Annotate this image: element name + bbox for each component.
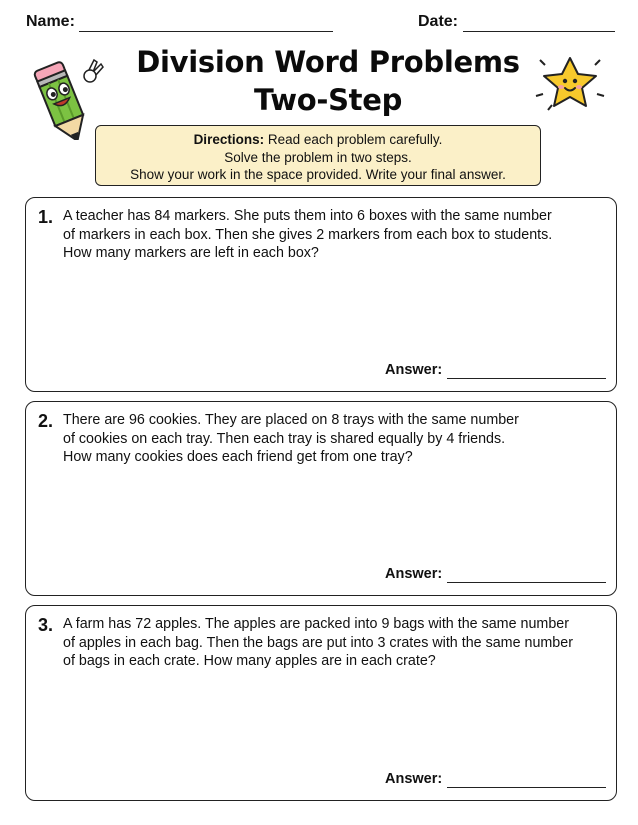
title-line-2: Two-Step xyxy=(253,83,403,117)
directions-line-2: Solve the problem in two steps. xyxy=(224,149,412,165)
answer-field[interactable] xyxy=(447,582,606,583)
problem-text xyxy=(63,411,583,467)
answer-label: Answer: xyxy=(385,362,443,378)
problem-2-box[interactable] xyxy=(25,401,617,596)
problem-line: A teacher has 84 markers. She puts them into 6 boxes with the same number xyxy=(63,208,552,224)
answer-field[interactable] xyxy=(447,378,606,379)
problem-line: How many markers are left in each box? xyxy=(63,245,319,261)
problem-line: There are 96 cookies. They are placed on 8 trays with the same number xyxy=(63,412,519,428)
problem-text xyxy=(63,615,583,671)
smiling-star-icon xyxy=(534,52,606,114)
answer-label: Answer: xyxy=(385,771,443,787)
directions-line-3: Show your work in the space provided. Write your final answer. xyxy=(130,167,506,182)
problem-number: 3. xyxy=(38,615,54,635)
directions-line-1 xyxy=(96,131,540,149)
problem-text xyxy=(63,207,583,263)
problem-line: of bags in each crate. How many apples are in each crate? xyxy=(63,653,436,669)
problem-number: 2. xyxy=(38,411,54,431)
problem-line: of markers in each box. Then she gives 2 markers from each box to students. xyxy=(63,226,553,243)
answer-label: Answer: xyxy=(385,566,443,582)
directions-line-1-text: Read each problem carefully. xyxy=(264,132,443,147)
directions-label: Directions: xyxy=(193,132,265,147)
problem-3-box[interactable] xyxy=(25,605,617,801)
problem-line: How many cookies does each friend get from one tray? xyxy=(63,449,413,465)
problem-line: of cookies on each tray. Then each tray is shared equally by 4 friends. xyxy=(63,430,506,447)
directions-box xyxy=(95,125,541,186)
problem-line: A farm has 72 apples. The apples are packed into 9 bags with the same number xyxy=(63,616,569,632)
name-label: Name: xyxy=(26,13,75,30)
problem-line: of apples in each bag. Then the bags are put into 3 crates with the same number xyxy=(63,634,573,651)
name-field[interactable] xyxy=(79,31,333,32)
answer-field[interactable] xyxy=(447,787,606,788)
title-line-1: Division Word Problems xyxy=(136,45,520,79)
problem-number: 1. xyxy=(38,207,54,227)
date-field[interactable] xyxy=(463,31,615,32)
date-label: Date: xyxy=(418,13,459,30)
problem-1-box[interactable] xyxy=(25,197,617,392)
